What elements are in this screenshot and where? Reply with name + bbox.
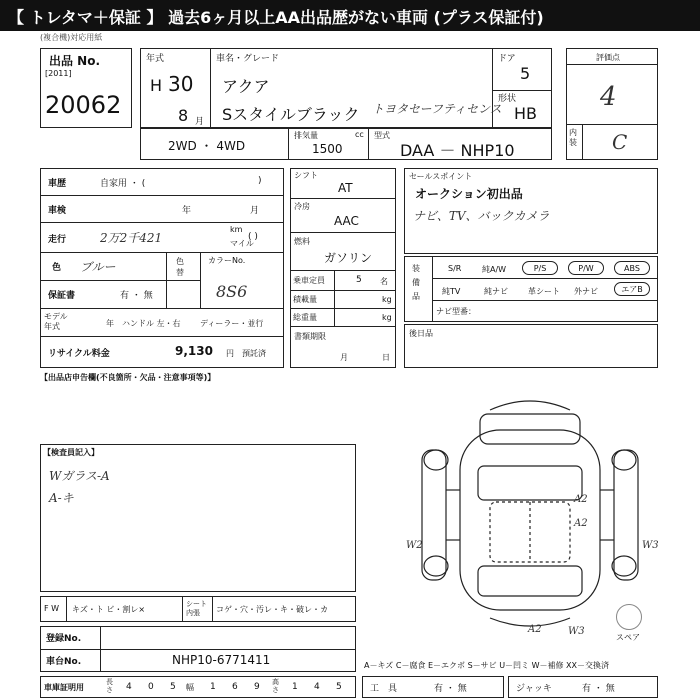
gross-unit: kg [382, 313, 392, 322]
recycle-unit: 円 [226, 349, 234, 358]
equip-extnavi: 外ナビ [574, 287, 598, 296]
mileage-paren: ( ) [248, 232, 258, 242]
fuel-label: 燃料 [294, 237, 310, 246]
lot-number: 20062 [45, 91, 122, 119]
fuel-value: ガソリン [324, 251, 373, 265]
dims-w-0: 1 [210, 682, 216, 692]
colorno-value: 8S6 [216, 282, 248, 301]
sales-hand: ナビ、TV、バックカメラ [413, 209, 550, 223]
warranty-label: 保証書 [48, 291, 76, 301]
dims-h-label: 高さ [272, 678, 279, 694]
mileage-unit-km: km [230, 225, 243, 234]
seat-label: シート内張 [186, 600, 207, 617]
displacement-label: 排気量 [294, 131, 318, 140]
rating-label: 評価点 [596, 53, 620, 62]
lot-label: 出品 No. [49, 54, 101, 68]
dims-h-2: 5 [336, 682, 342, 692]
shift-label: シフト [294, 171, 318, 180]
docs-label: 書類期限 [294, 332, 326, 341]
equip-navi: 純ナビ [484, 287, 508, 296]
interior-label: 内装 [569, 128, 577, 147]
model-label: 型式 [374, 131, 390, 140]
dims-w-2: 9 [254, 682, 260, 692]
rating-value: 4 [600, 82, 617, 112]
equipment-label: 装備品 [412, 264, 420, 301]
later-label: 後日品 [409, 329, 433, 338]
docs-day: 日 [382, 353, 390, 362]
inspection-year: 年 [182, 206, 192, 216]
equip-tv: 純TV [442, 287, 461, 296]
dims-l-0: 4 [126, 682, 132, 692]
dims-h-0: 1 [292, 682, 298, 692]
dims-w-label: 幅 [186, 683, 194, 692]
sales-box [404, 168, 658, 254]
paper-note: (複合機)対応用紙 [40, 33, 103, 42]
equip-abs: ABS [614, 261, 650, 275]
load-unit: kg [382, 295, 392, 304]
dims-l-1: 0 [148, 682, 154, 692]
banner [0, 0, 700, 31]
equip-aw: 純A/W [482, 265, 507, 274]
fw-label: F W [44, 604, 60, 613]
chassis-value: NHP10-6771411 [172, 653, 271, 667]
equip-ps: P/S [522, 261, 558, 275]
inspection-month: 月 [250, 206, 260, 216]
inspector-line2: A-キ [49, 491, 74, 505]
equip-seat: 革シート [528, 287, 560, 296]
color-label: 色 [52, 263, 62, 273]
interior-items: コゲ・穴・汚レ・キ・破レ・カ [216, 605, 328, 614]
exterior-items: キズ・ト ビ・割レ× [72, 605, 146, 614]
shape-label: 形状 [498, 94, 517, 104]
dims-label: 車庫証明用 [44, 683, 84, 692]
mark-a2-rear: A2 [574, 518, 588, 529]
history-value: 自家用 ・ ( [100, 179, 146, 189]
jack-value: 有 ・ 無 [582, 684, 615, 694]
year-era: H [150, 76, 163, 95]
inspector-label: 【検査員記入】 [43, 448, 99, 457]
mileage-unit-mile: マイル [230, 239, 254, 248]
year-value: 30 [168, 72, 194, 96]
car-note: トヨタセーフティセンス [372, 102, 502, 116]
spare-label: スペア [616, 633, 640, 642]
model-value: DAA － NHP10 [400, 141, 515, 160]
colorno-label: カラーNo. [208, 256, 246, 265]
history-label: 車歴 [48, 179, 67, 189]
load-label: 積載量 [293, 295, 317, 304]
model-year-label: モデル年式 [44, 312, 68, 331]
inspector-line1: Wガラス-A [49, 469, 110, 483]
capacity-unit: 名 [380, 277, 388, 286]
dims-l-2: 5 [170, 682, 176, 692]
inspector-box [40, 444, 356, 592]
lot-stamp: [2011] [45, 69, 72, 78]
color-change-label: 色替 [176, 257, 184, 277]
equip-pw: P/W [568, 261, 604, 275]
tools-label: 工 具 [370, 684, 398, 694]
later-box [404, 324, 658, 368]
spare-tire-icon [616, 604, 642, 630]
gross-label: 総重量 [293, 313, 317, 322]
docs-month: 月 [340, 353, 348, 362]
drive-type: 2WD ・ 4WD [168, 139, 246, 153]
tools-value: 有 ・ 無 [434, 684, 467, 694]
doors-value: 5 [520, 64, 531, 83]
dealer: ディーラー・並行 [200, 319, 264, 328]
car-damage-diagram [400, 390, 660, 636]
mark-w3-bottom: W3 [568, 626, 585, 636]
dims-w-1: 6 [232, 682, 238, 692]
dims-h-1: 4 [314, 682, 320, 692]
car-label: 車名・グレード [216, 54, 280, 64]
seller-note: 【出品店申告欄(不良箇所・欠品・注意事項等)】 [40, 373, 216, 382]
left-info [40, 168, 284, 368]
year-label: 年式 [146, 54, 165, 64]
equip-airbag: エアB [614, 282, 650, 296]
mark-a2-door: A2 [574, 494, 588, 505]
shape-value: HB [514, 104, 538, 123]
capacity-label: 乗車定員 [293, 276, 325, 285]
ac-label: 冷房 [294, 202, 310, 211]
navi-model: ナビ型番： [436, 307, 476, 316]
displacement-value: 1500 [312, 142, 343, 156]
jack-label: ジャッキ [516, 684, 552, 694]
year-month: 8 [178, 106, 189, 125]
ac-value: AAC [334, 214, 359, 228]
doors-label: ドア [498, 54, 516, 64]
mark-a2-bottom: A2 [528, 624, 542, 635]
displacement-unit: cc [355, 130, 364, 139]
mileage-value: 2万2千421 [100, 231, 163, 245]
dims-box [40, 676, 356, 698]
car-name: アクア [222, 77, 270, 96]
sales-label: セールスポイント [409, 172, 473, 181]
recycle-note: 預託済 [242, 349, 266, 358]
equip-sr: S/R [448, 264, 462, 273]
dims-l-label: 長さ [106, 678, 113, 694]
history-close: ) [258, 176, 262, 186]
year-month-unit: 月 [195, 117, 205, 127]
recycle-label: リサイクル料金 [48, 349, 110, 359]
shift-value: AT [338, 181, 353, 195]
car-grade: Sスタイルブラック [222, 105, 360, 124]
mileage-label: 走行 [48, 235, 67, 245]
chassis-label: 車台No. [46, 657, 82, 667]
sales-title: オークション初出品 [415, 187, 523, 201]
damage-legend: A－キズ C－腐食 E－エクボ S－サビ U－凹ミ W－補修 XX－交換済 [364, 661, 610, 670]
model-year-unit: 年 [106, 319, 114, 328]
mark-w3-right: W3 [642, 540, 659, 551]
banner-text: 【 トレタマ＋保証 】 過去6ヶ月以上AA出品歴がない車両 (プラス保証付) [8, 8, 544, 27]
color-value: ブルー [80, 260, 116, 274]
capacity-value: 5 [356, 275, 362, 285]
mark-w2-left: W2 [406, 540, 423, 551]
lot-box [40, 48, 132, 128]
warranty-value: 有 ・ 無 [120, 291, 153, 301]
inspection-label: 車検 [48, 206, 67, 216]
recycle-value: 9,130 [175, 344, 213, 358]
handle: ハンドル 左・右 [122, 319, 181, 328]
interior-value: C [612, 130, 628, 154]
registration-label: 登録No. [46, 634, 82, 644]
